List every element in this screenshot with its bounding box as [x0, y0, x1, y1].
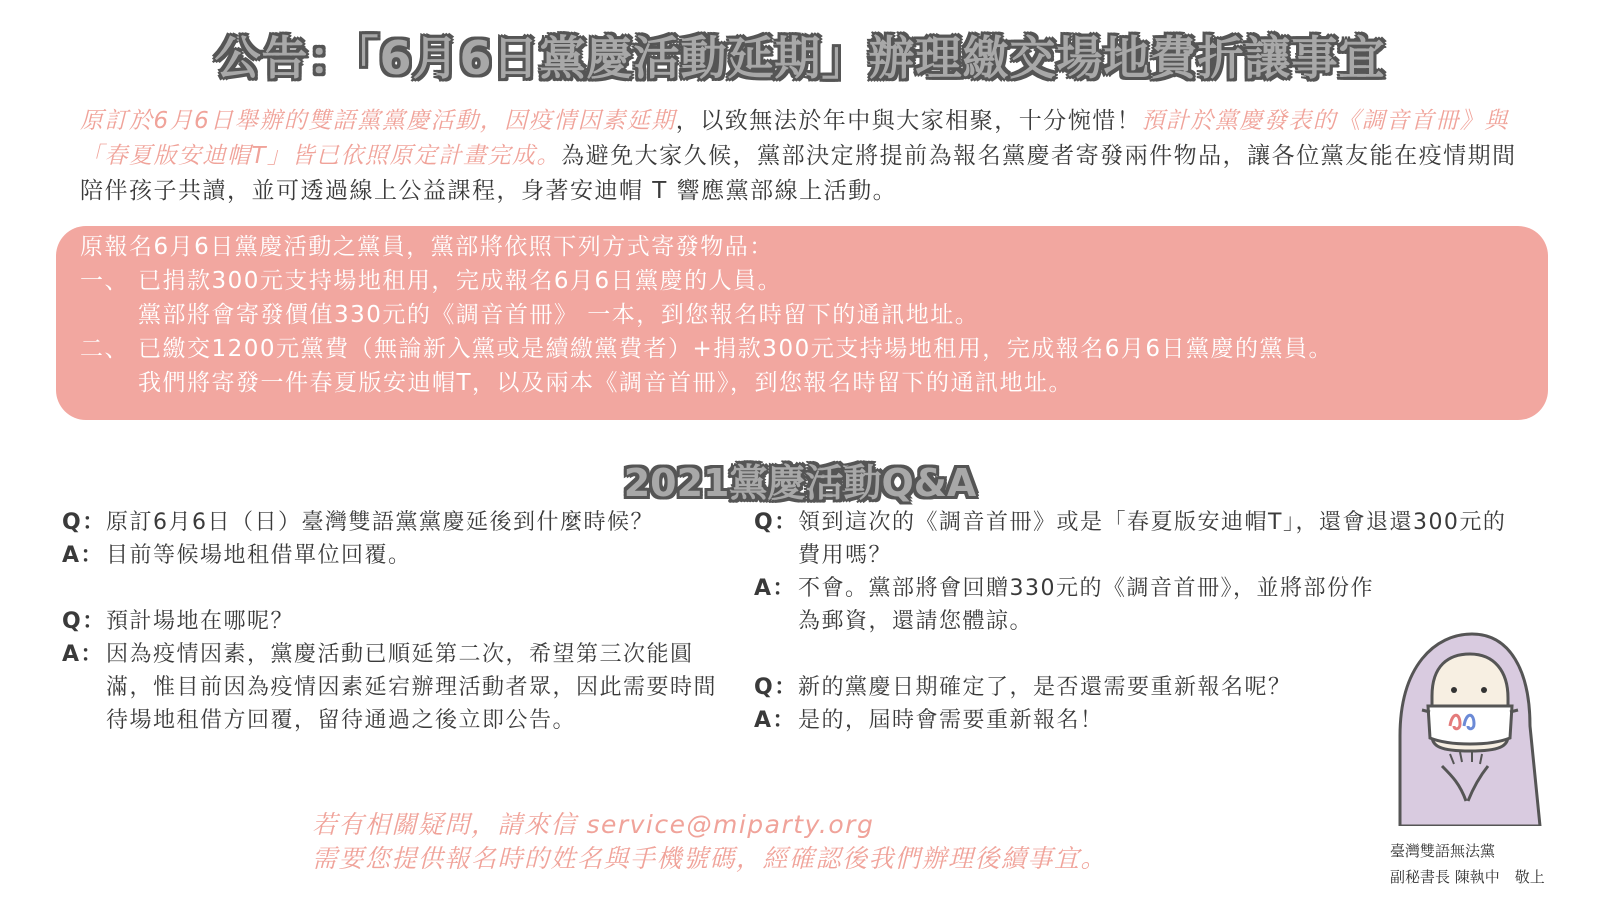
item-2-marker: 二、 — [80, 336, 129, 362]
masked-hooded-mascot-icon — [1380, 626, 1550, 830]
page-title: 公告：「6月6日黨慶活動延期」辦理繳交場地費折讓事宜 — [214, 31, 1386, 85]
q-marker: Q： — [754, 510, 798, 535]
answer-text: 不會。黨部將會回贈330元的《調音首冊》，並將部份作為郵資，還請您體諒。 — [798, 576, 1374, 634]
qa-section-title: 2021黨慶活動Q&A — [623, 461, 977, 505]
question-text: 預計場地在哪呢？ — [106, 609, 295, 634]
question-1 — [62, 506, 734, 539]
item-1-line-2: 黨部將會寄發價值330元的《調音首冊》 一本，到您報名時留下的通訊地址。 — [138, 302, 980, 328]
answer-text: 目前等候場地租借單位回覆。 — [106, 543, 412, 568]
q-marker: Q： — [62, 510, 106, 535]
item-2-line-1: 已繳交1200元黨費（無論新入黨或是續繳黨費者）+捐款300元支持場地租用，完成報名6月6日黨慶的黨員。 — [138, 336, 1333, 362]
a-marker: A： — [754, 708, 797, 733]
qa-left-column — [62, 506, 734, 737]
question-3 — [754, 506, 1524, 572]
shipping-item-2 — [80, 332, 1333, 366]
answer-2 — [62, 638, 734, 737]
q-marker: Q： — [62, 609, 106, 634]
contact-instructions-line: 需要您提供報名時的姓名與手機號碼，經確認後我們辦理後續事宜。 — [312, 844, 1108, 873]
shipping-item-1 — [80, 264, 782, 298]
contact-email-line: 若有相關疑問，請來信 service@miparty.org — [312, 810, 875, 839]
q-marker: Q： — [754, 675, 798, 700]
question-text: 領到這次的《調音首冊》或是「春夏版安迪帽T」，還會退還300元的費用嗎？ — [798, 510, 1507, 568]
answer-text: 因為疫情因素，黨慶活動已順延第二次，希望第三次能圓滿，惟目前因為疫情因素延宕辦理活動者眾，因此需要時間待場地租借方回覆，留待通過之後立即公告。 — [106, 642, 718, 733]
signature-org: 臺灣雙語無法黨 — [1390, 842, 1496, 860]
a-marker: A： — [754, 576, 797, 601]
shipping-heading: 原報名6月6日黨慶活動之黨員，黨部將依照下列方式寄發物品： — [80, 234, 774, 260]
item-2-line-2: 我們將寄發一件春夏版安迪帽T，以及兩本《調音首冊》，到您報名時留下的通訊地址。 — [138, 370, 1074, 396]
question-text: 原訂6月6日（日）臺灣雙語黨黨慶延後到什麼時候？ — [106, 510, 654, 535]
item-1-line-1: 已捐款300元支持場地租用，完成報名6月6日黨慶的人員。 — [138, 268, 783, 294]
a-marker: A： — [62, 543, 105, 568]
answer-1 — [62, 539, 734, 572]
intro-text-1: ，以致無法於年中與大家相聚，十分惋惜！ — [675, 108, 1142, 134]
item-1-marker: 一、 — [80, 268, 129, 294]
intro-highlight-2: 預計於黨慶發表的《調音首冊》與「春夏版安迪帽T」皆已依照原定計畫完成。 — [80, 108, 1509, 169]
question-2 — [62, 605, 734, 638]
intro-paragraph — [80, 104, 1540, 209]
signature-person: 副秘書長 陳執中 敬上 — [1390, 868, 1545, 886]
answer-text: 是的，屆時會需要重新報名！ — [798, 708, 1104, 733]
contact-info — [312, 808, 1107, 876]
question-text: 新的黨慶日期確定了，是否還需要重新報名呢？ — [798, 675, 1292, 700]
signature — [1390, 838, 1545, 890]
a-marker: A： — [62, 642, 105, 667]
intro-highlight-1: 原訂於6月6日舉辦的雙語黨黨慶活動，因疫情因素延期 — [80, 108, 676, 134]
intro-text-2: 為避免大家久候，黨部決定將提前為報名黨慶者寄發兩件物品，讓各位黨友能在疫情期間陪伴孩子共讀，並可透過線上公益課程，身著安迪帽 T 響應黨部線上活動。 — [80, 143, 1517, 204]
